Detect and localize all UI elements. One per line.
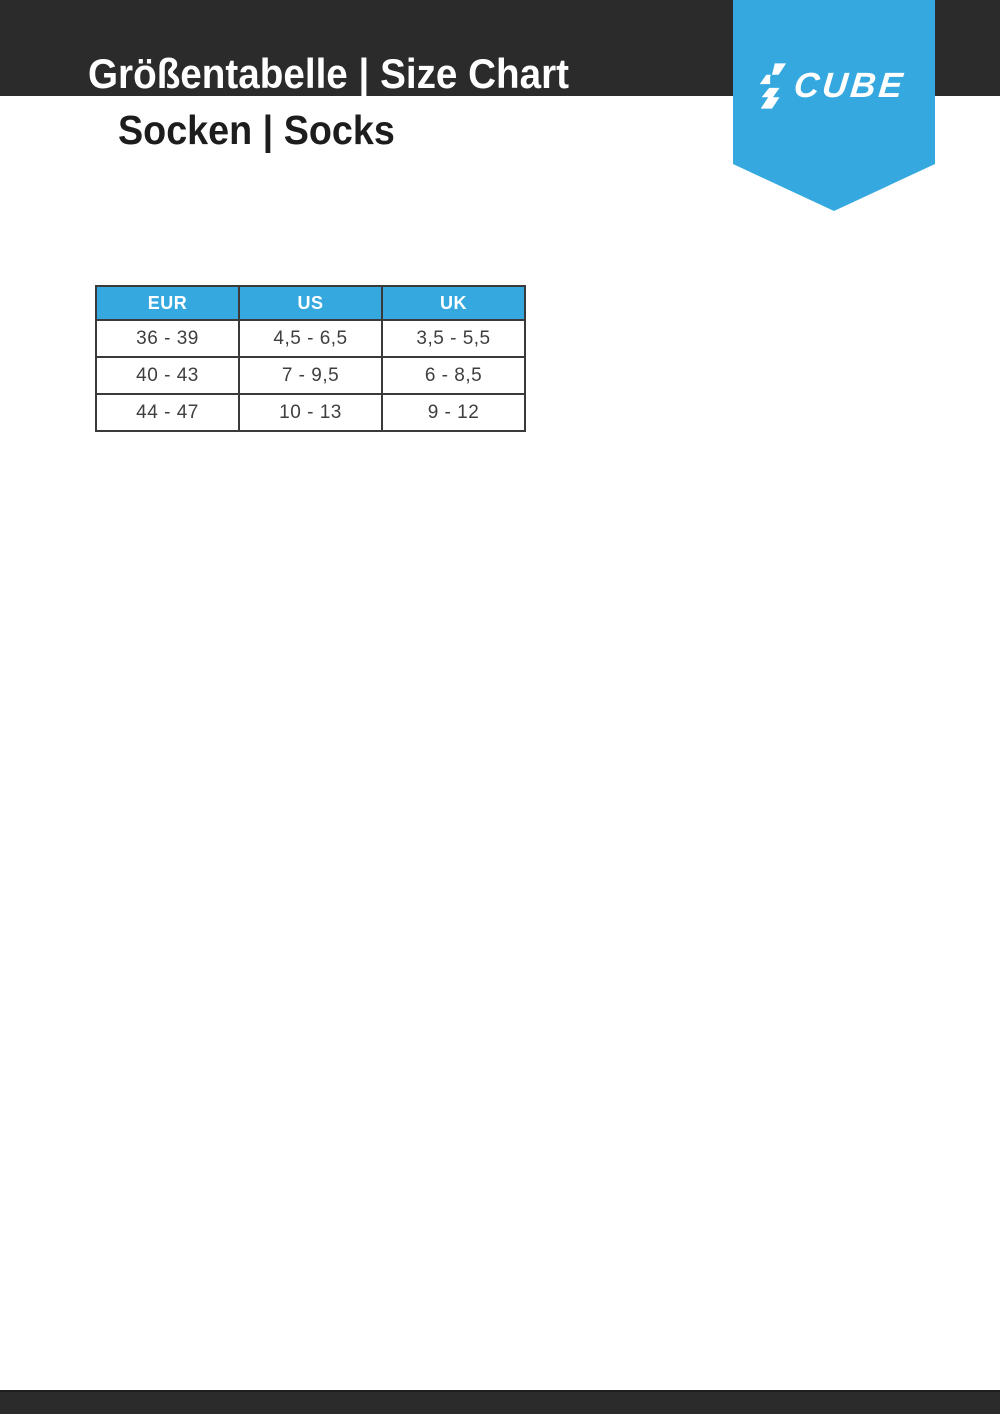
table-cell: 9 - 12 — [382, 394, 525, 431]
size-chart-table — [95, 285, 526, 432]
table-cell: 3,5 - 5,5 — [382, 320, 525, 357]
table-row — [96, 394, 525, 431]
cube-logo — [756, 58, 928, 114]
bottom-footer-band — [0, 1390, 1000, 1414]
table-cell: 4,5 - 6,5 — [239, 320, 382, 357]
cube-logo-text: CUBE — [792, 66, 908, 105]
table-cell: 36 - 39 — [96, 320, 239, 357]
table-cell: 6 - 8,5 — [382, 357, 525, 394]
table-cell: 40 - 43 — [96, 357, 239, 394]
table-cell: 44 - 47 — [96, 394, 239, 431]
cube-logo-icon — [756, 59, 788, 113]
column-header-eur: EUR — [96, 286, 239, 320]
page-title: Größentabelle | Size Chart — [88, 50, 570, 97]
column-header-us: US — [239, 286, 382, 320]
column-header-uk: UK — [382, 286, 525, 320]
table-row — [96, 357, 525, 394]
table-cell: 10 - 13 — [239, 394, 382, 431]
page-subtitle: Socken | Socks — [118, 107, 395, 153]
table-header-row — [96, 286, 525, 320]
table-cell: 7 - 9,5 — [239, 357, 382, 394]
table-row — [96, 320, 525, 357]
